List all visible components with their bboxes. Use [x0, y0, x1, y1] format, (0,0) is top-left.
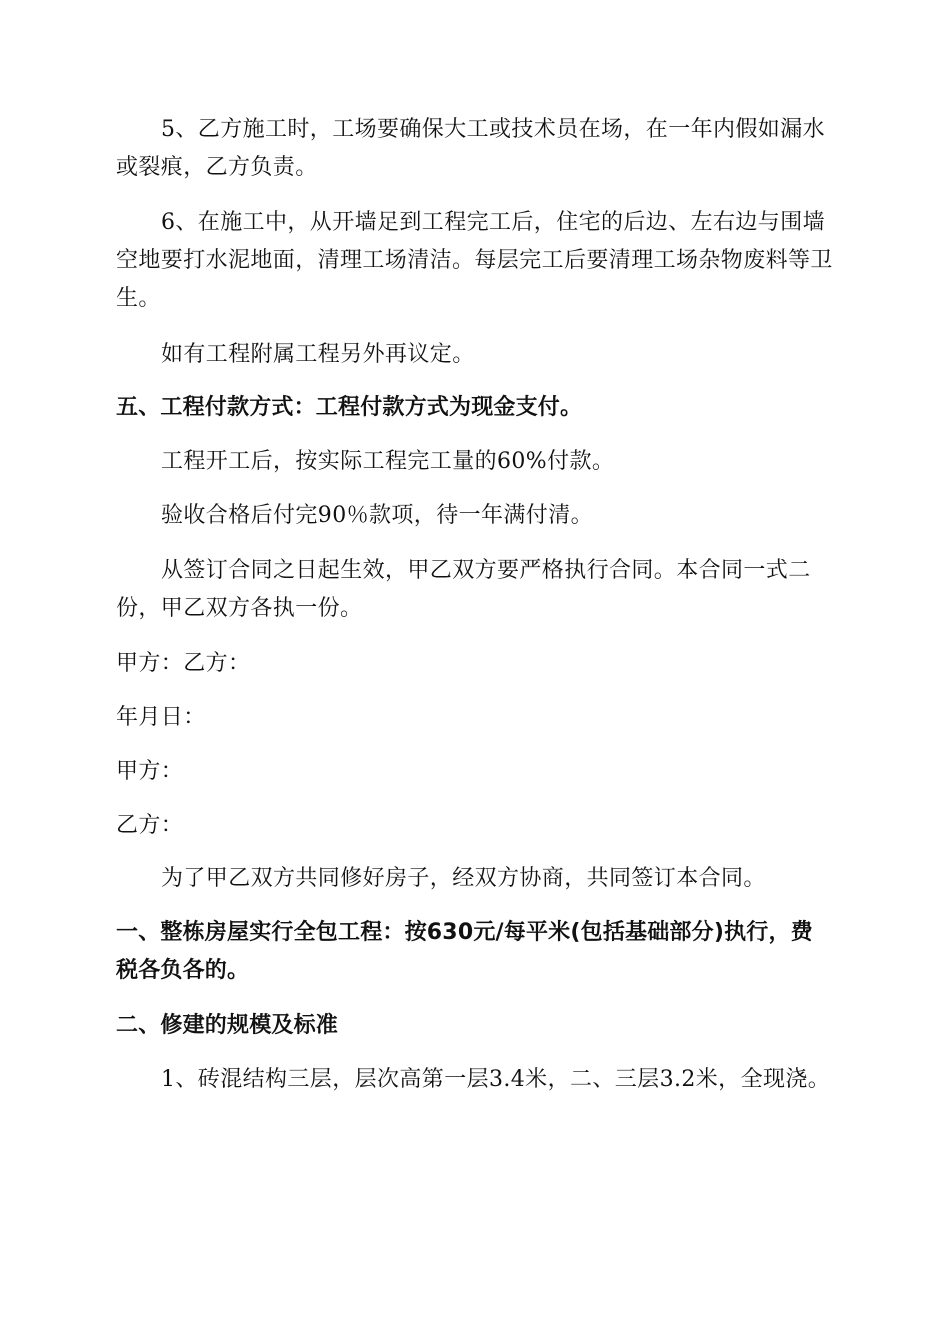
paragraph-payment-90: 验收合格后付完90％款项，待一年满付清。	[161, 503, 593, 528]
paragraph-structure: 1、砖混结构三层，层次高第一层3.4米，二、三层3.2米，全现浇。	[161, 1067, 831, 1092]
paragraph-additional-works: 如有工程附属工程另外再议定。	[161, 342, 475, 367]
paragraph-intro: 为了甲乙双方共同修好房子，经双方协商，共同签订本合同。	[161, 866, 766, 891]
paragraph-payment-60: 工程开工后，按实际工程完工量的60%付款。	[161, 449, 615, 474]
heading-payment-method: 五、工程付款方式：工程付款方式为现金支付。	[116, 395, 583, 420]
signature-date: 年月日：	[116, 705, 206, 730]
heading-contract-price: 一、整栋房屋实行全包工程：按630元/每平米(包括基础部分)执行，费税各负各的。	[116, 920, 813, 983]
paragraph-effective-date: 从签订合同之日起生效，甲乙双方要严格执行合同。本合同一式二份，甲乙双方各执一份。	[116, 558, 811, 621]
paragraph-clause-6: 6、在施工中，从开墙足到工程完工后，住宅的后边、左右边与围墙空地要打水泥地面，清理工场清洁。每层完工后要清理工场杂物废料等卫生。	[116, 210, 833, 311]
document-body	[116, 111, 834, 1099]
heading-scale-standard: 二、修建的规模及标准	[116, 1013, 339, 1038]
paragraph-clause-5: 5、乙方施工时，工场要确保大工或技术员在场，在一年内假如漏水或裂痕，乙方负责。	[116, 117, 825, 180]
signature-party-b: 乙方：	[116, 813, 184, 838]
signature-party-a-b: 甲方：乙方：	[116, 651, 251, 676]
signature-party-a: 甲方：	[116, 759, 184, 784]
